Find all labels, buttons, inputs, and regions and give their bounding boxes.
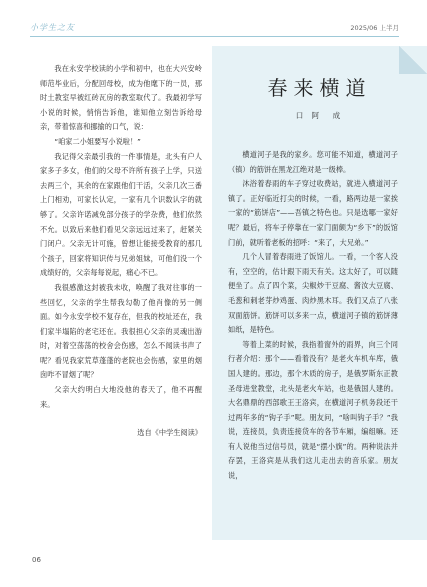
magazine-logo: 小学生之友: [30, 23, 75, 32]
article-panel: [212, 46, 427, 540]
header-divider: [30, 36, 399, 37]
body-paragraph: 我在永安学校读的小学和初中，也在大兴安岭师范毕业后，分配回母校，成为他麾下的一员，那时土教室早被红砖瓦房的教室取代了。我最初学写小说的时候，悄悄告诉他，谁知他立刻告诉给母亲，带着惊喜和挪揄的口气，说：: [40, 64, 202, 132]
left-column: [40, 62, 202, 441]
page-header: [0, 0, 427, 44]
body-paragraph: 等着上菜的时候，我指着窗外的雨界，向三个同行者介绍：那个——看着没有？是老火车机车库，俄国人建的。那边，那个木质的房子，是俄罗斯东正教圣母进堂教堂，北头是老火车站，也是俄国人建的。大名鼎鼎的西部歌王王洛宾，在横道河子机务段还干过两年多的“钩子手”呢。朋友问，“啥叫钩子手？”我说，连接员，负责连接货车的各节车厢，编组嘛。还有人说他当过信号员，就是“摆小旗”的。两种说法并存罢，王洛宾是从我们这儿走出去的音乐家。朋友说，: [228, 339, 398, 481]
body-paragraph: 我记得父亲最引我的一件事情是，北头有户人家多子多女，他们的父母不许所有孩子上学，只送去两三个，其余的在家跟他们干活，父亲几次三番上门相劝，可家长认定，一家有几个识数认字的就够了。父亲许诺减免部分孩子的学杂费，他们依然不允。以致后来他们看见父亲远远过来了，赶紧关门闭户。父亲无计可施，曾想让能接受教育的那几个孩子，回家将知识传与兄弟姐妹，可他们没一个成绩好的，父亲每每说起，痛心不已。: [40, 151, 202, 278]
body-paragraph: 横道河子是我的家乡。您可能不知道，横道河子（镇）的筋饼在黑龙江绝对是一级棒。: [228, 150, 398, 174]
article-author: 口 阿 成: [295, 111, 344, 120]
source-citation: 选自《中学生阅读》: [137, 428, 202, 438]
body-paragraph: 沐浴着春雨的车子穿过收费站，就进入横道河子镇了。正好临近打尖的时候，一看，路两边是一家挨一家的“筋饼店”——吾镇之特色也。只是选哪一家好呢？最后，将车子停靠在一家门面颇为“乡下”的饭馆门前，就听着老板的招呼：“来了，大兄弟。”: [228, 179, 398, 247]
page-corner-fold: [399, 46, 427, 74]
body-paragraph: 我很感激这封被我未收，唤醒了我对往事的一些回忆，父亲的学生帮我勾勒了他肖像的另一侧面。如今永安学校不复存在，但我的校址还在，我们家半塌陷的老宅还在。我很担心父亲的灵魂出游时，对着空荡荡的校舍会伤感，怎么不闻读书声了呢？看见我家荒草蓬蓬的老院也会伤感，家里的烟囱咋不冒烟了呢？: [40, 282, 202, 380]
body-paragraph: 几个人冒着春雨进了饭馆儿。一看，一个客人没有，空空的，估计跟下雨天有关。这太好了，可以随便坐了。点了四个菜，尖椒炒干豆腐、酱汝大豆腐、毛葱和刺老芽炒鸡蛋、肉炒黑木耳。我们又点了八张双面筋饼。筋饼可以多来一点，横道河子镇的筋饼薄如纸，是特色。: [228, 252, 398, 335]
article-body: [228, 148, 398, 484]
article-title: 春来横道: [267, 76, 372, 100]
page-number: 06: [32, 556, 41, 564]
quote-paragraph: “咱家二小姐要写小说啦！”: [54, 136, 141, 146]
body-paragraph: 父亲大约明白大地没他的春天了，他不再醒来。: [40, 385, 202, 409]
issue-label: 2025/06 上半月: [350, 24, 399, 32]
